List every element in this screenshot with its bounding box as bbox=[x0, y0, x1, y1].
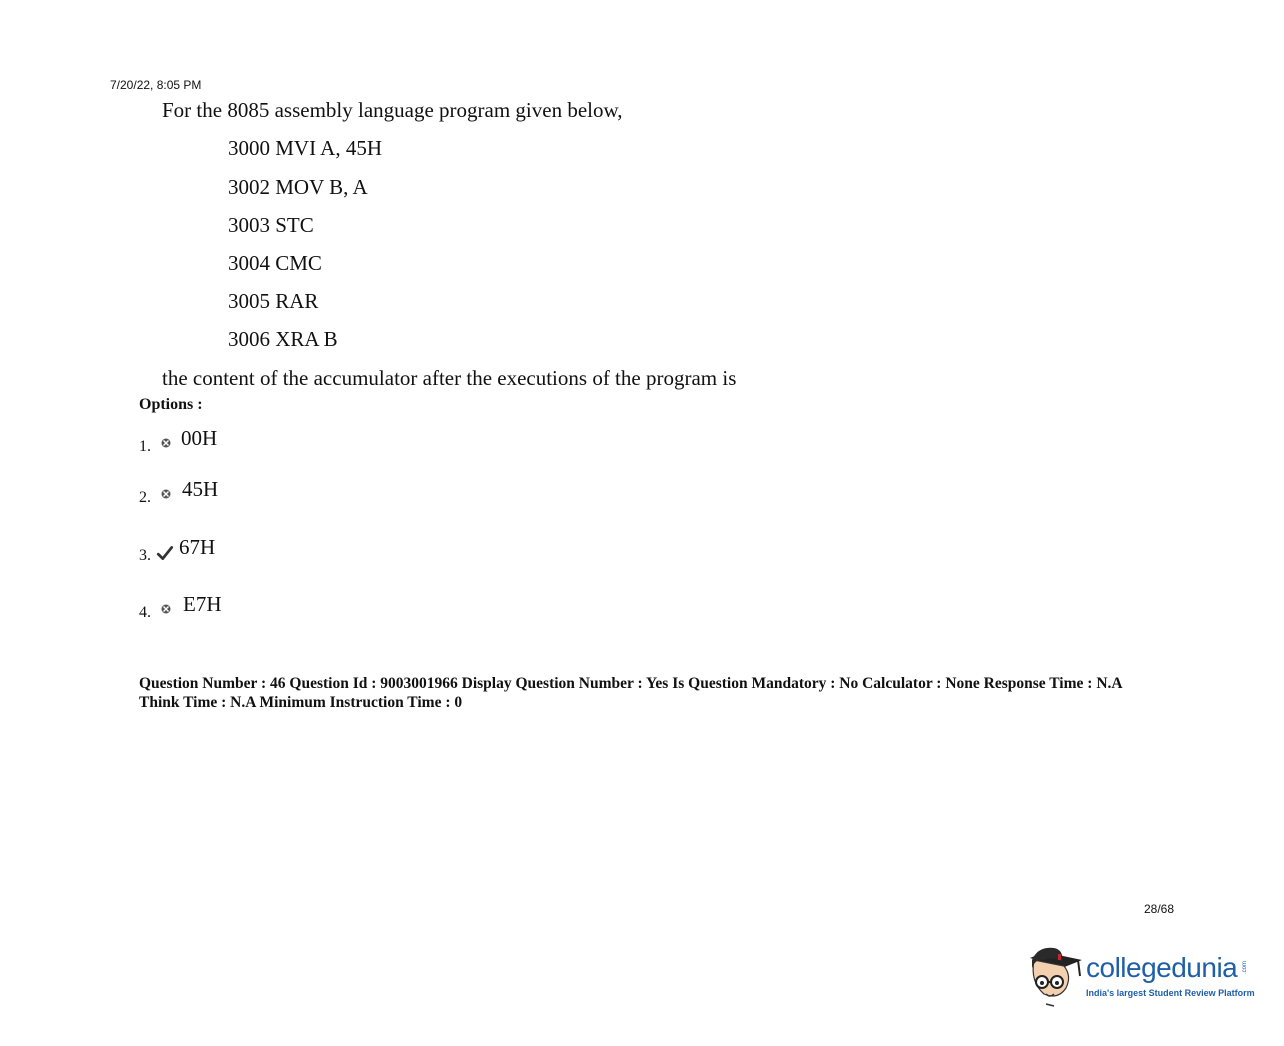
code-line: 3002 MOV B, A bbox=[228, 175, 368, 199]
option-text: 00H bbox=[181, 426, 218, 450]
brand-name: collegedunia bbox=[1086, 952, 1238, 983]
code-line: 3000 MVI A, 45H bbox=[228, 136, 383, 160]
question-stem-end: the content of the accumulator after the executions of the program is bbox=[162, 366, 737, 390]
option-number: 3. bbox=[139, 547, 151, 564]
question-metadata: Question Number : 46 Question Id : 9003001966 Display Question Number : Yes Is Question Mandatory : No Calculator : None Response Time : N.A Think Time : N.A Minimum Instruction Time : 0 bbox=[139, 675, 1122, 711]
mascot-logo-icon bbox=[1024, 938, 1086, 1010]
option-text: 45H bbox=[182, 477, 219, 501]
options-label: Options : bbox=[139, 396, 203, 413]
cross-icon bbox=[158, 435, 174, 451]
cross-icon bbox=[158, 486, 174, 502]
option-number: 1. bbox=[139, 438, 151, 455]
code-line: 3005 RAR bbox=[228, 289, 319, 313]
option-number: 4. bbox=[139, 604, 151, 621]
option-number: 2. bbox=[139, 489, 151, 506]
cross-icon bbox=[158, 601, 174, 617]
page-number: 28/68 bbox=[1144, 902, 1175, 916]
option-text: 67H bbox=[179, 535, 216, 559]
code-line: 3004 CMC bbox=[228, 251, 322, 275]
print-timestamp: 7/20/22, 8:05 PM bbox=[110, 78, 202, 92]
option-text: E7H bbox=[183, 592, 222, 616]
check-icon bbox=[156, 544, 174, 562]
brand-dotcom: .com bbox=[1242, 961, 1248, 975]
code-line: 3003 STC bbox=[228, 213, 314, 237]
question-stem: For the 8085 assembly language program given below, bbox=[162, 98, 623, 122]
brand-tagline: India's largest Student Review Platform bbox=[1086, 988, 1255, 998]
code-line: 3006 XRA B bbox=[228, 327, 338, 351]
